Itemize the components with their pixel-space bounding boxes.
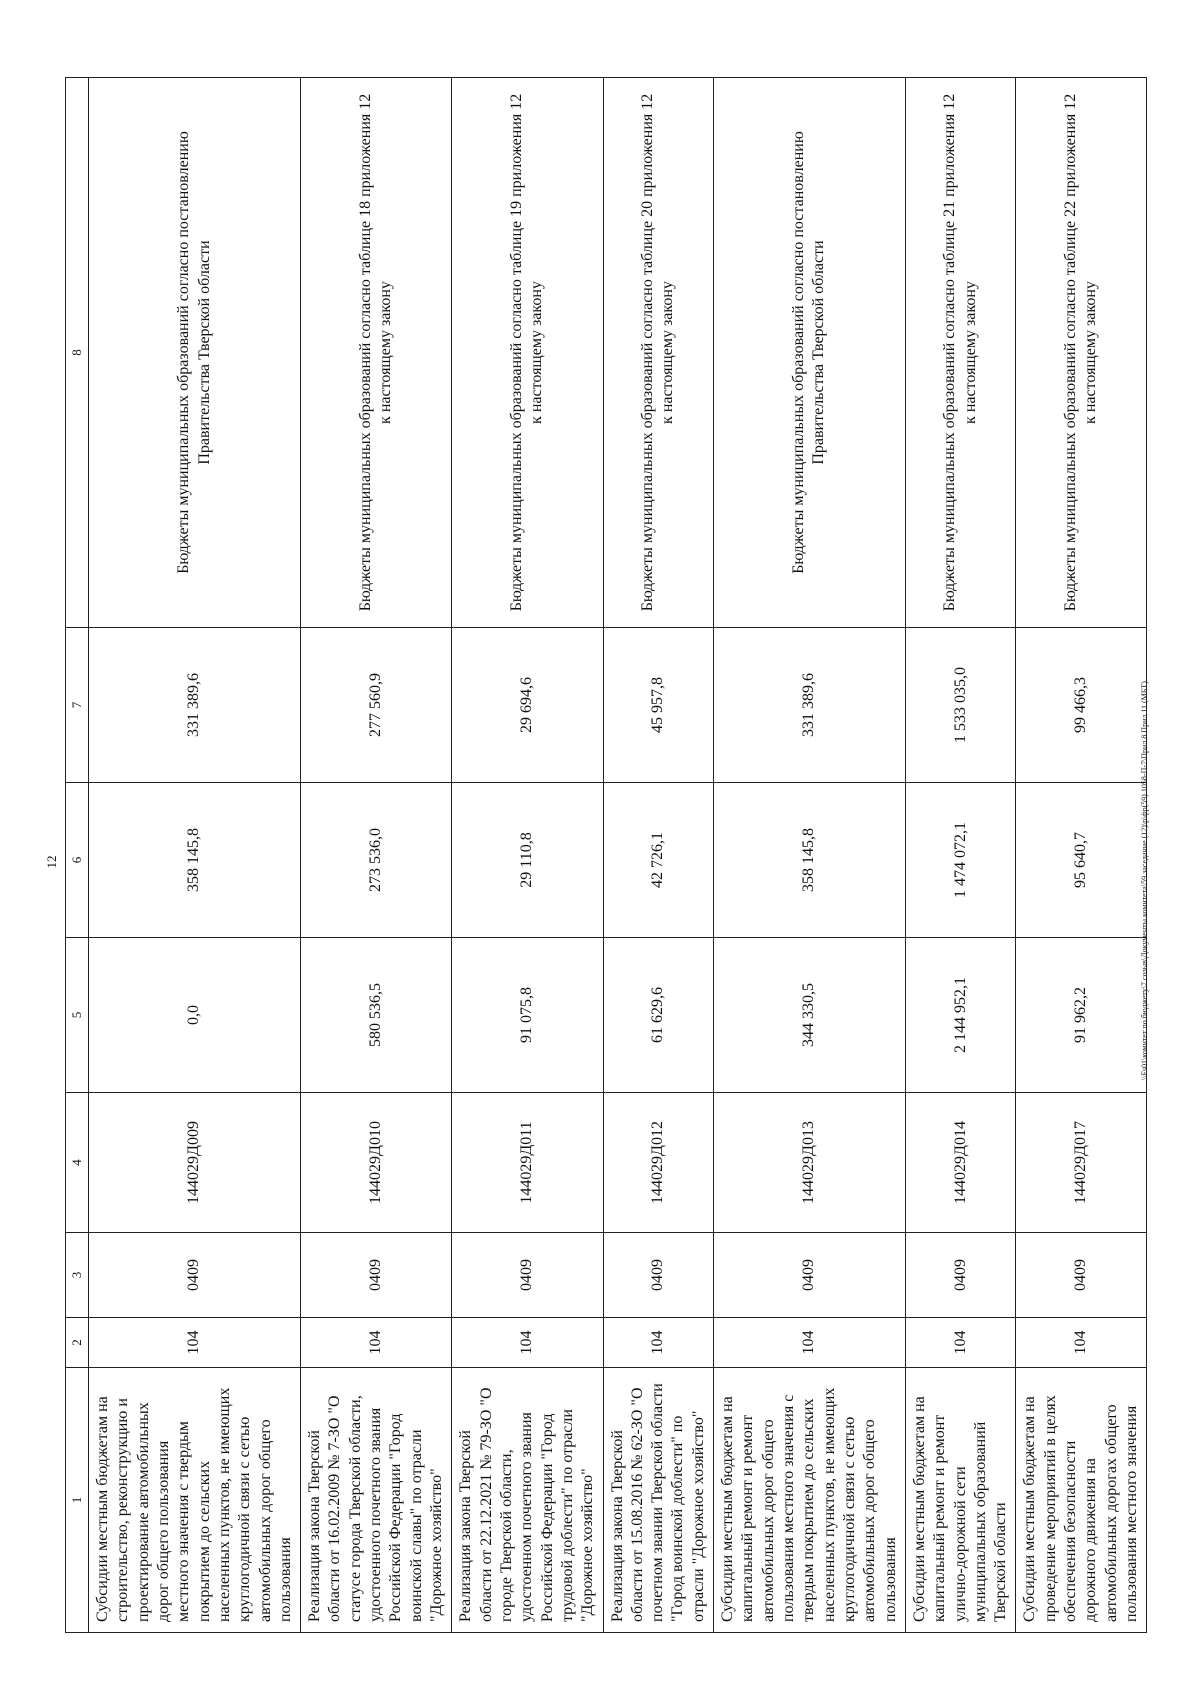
amount-col6: 358 145,8 bbox=[714, 783, 906, 938]
section-code: 0409 bbox=[714, 1233, 906, 1318]
subsidies-table bbox=[65, 77, 1147, 1633]
target-article-code: 144029Д012 bbox=[603, 1093, 714, 1233]
ministry-code: 104 bbox=[301, 1318, 452, 1368]
recipient-note: Бюджеты муниципальных образований согласно таблице 22 приложения 12 к настоящему закону bbox=[1016, 78, 1147, 628]
recipient-note: Бюджеты муниципальных образований согласно таблице 21 приложения 12 к настоящему закону bbox=[905, 78, 1016, 628]
amount-col6: 273 536,0 bbox=[301, 783, 452, 938]
row-description: Субсидии местным бюджетам на проведение мероприятий в целях обеспечения безопасности дорожного движения на автомобильных дорогах общего пользования местного значения bbox=[1016, 1368, 1147, 1633]
col-header-7: 7 bbox=[66, 628, 89, 783]
row-description: Субсидии местным бюджетам на капитальный ремонт и ремонт улично-дорожной сети муниципальных образований Тверской области bbox=[905, 1368, 1016, 1633]
col-header-2: 2 bbox=[66, 1318, 89, 1368]
col-header-5: 5 bbox=[66, 938, 89, 1093]
col-header-8: 8 bbox=[66, 78, 89, 628]
target-article-code: 144029Д011 bbox=[452, 1093, 603, 1233]
target-article-code: 144029Д017 bbox=[1016, 1093, 1147, 1233]
section-code: 0409 bbox=[603, 1233, 714, 1318]
section-code: 0409 bbox=[1016, 1233, 1147, 1318]
section-code: 0409 bbox=[301, 1233, 452, 1318]
row-description: Реализация закона Тверской области от 15.08.2016 № 62-ЗО "О почетном звании Тверской области "Город воинской доблести" по отрасли "Дорожное хозяйство" bbox=[603, 1368, 714, 1633]
ministry-code: 104 bbox=[452, 1318, 603, 1368]
amount-col7: 29 694,6 bbox=[452, 628, 603, 783]
amount-col5: 344 330,5 bbox=[714, 938, 906, 1093]
rotated-table-container bbox=[65, 78, 1140, 1633]
recipient-note: Бюджеты муниципальных образований согласно таблице 18 приложения 12 к настоящему закону bbox=[301, 78, 452, 628]
target-article-code: 144029Д009 bbox=[89, 1093, 301, 1233]
amount-col5: 0,0 bbox=[89, 938, 301, 1093]
target-article-code: 144029Д013 bbox=[714, 1093, 906, 1233]
ministry-code: 104 bbox=[1016, 1318, 1147, 1368]
amount-col7: 99 466,3 bbox=[1016, 628, 1147, 783]
col-header-4: 4 bbox=[66, 1093, 89, 1233]
recipient-note: Бюджеты муниципальных образований согласно таблице 20 приложения 12 к настоящему закону bbox=[603, 78, 714, 628]
amount-col6: 42 726,1 bbox=[603, 783, 714, 938]
row-description: Субсидии местным бюджетам на капитальный ремонт и ремонт автомобильных дорог общего пользования местного значения с твердым покрытием до сельских населенных пунктов, не имеющих круглогодичной связи с сетью автомобильных дорог общего пользования bbox=[714, 1368, 906, 1633]
col-header-1: 1 bbox=[66, 1368, 89, 1633]
row-description: Реализация закона Тверской области от 22.12.2021 № 79-ЗО "О городе Тверской области, удостоенном почетного звания Российской Федерации "Город трудовой доблести" по отрасли "Дорожное хозяйство" bbox=[452, 1368, 603, 1633]
amount-col6: 358 145,8 bbox=[89, 783, 301, 938]
recipient-note: Бюджеты муниципальных образований согласно постановлению Правительства Тверской области bbox=[714, 78, 906, 628]
amount-col7: 1 533 035,0 bbox=[905, 628, 1016, 783]
table-row bbox=[89, 78, 301, 1633]
table-row bbox=[1016, 78, 1147, 1633]
amount-col7: 331 389,6 bbox=[714, 628, 906, 783]
table-row bbox=[452, 78, 603, 1633]
amount-col5: 580 536,5 bbox=[301, 938, 452, 1093]
amount-col5: 91 075,8 bbox=[452, 938, 603, 1093]
file-path-footer: \\Fs01\комитет по бюджету\7 созыв\Документы комитета\59 заседание (12)\р\фр(59) 1058-П-7\Прил 8 Прил 11 (МБТ) bbox=[1140, 681, 1149, 1080]
col-header-6: 6 bbox=[66, 783, 89, 938]
amount-col6: 1 474 072,1 bbox=[905, 783, 1016, 938]
amount-col7: 277 560,9 bbox=[301, 628, 452, 783]
recipient-note: Бюджеты муниципальных образований согласно постановлению Правительства Тверской области bbox=[89, 78, 301, 628]
table-row bbox=[905, 78, 1016, 1633]
amount-col5: 61 629,6 bbox=[603, 938, 714, 1093]
row-description: Реализация закона Тверской области от 16.02.2009 № 7-ЗО "О статусе города Тверской области, удостоенного почетного звания Российской Федерации "Город воинской славы" по отрасли "Дорожное хозяйство" bbox=[301, 1368, 452, 1633]
amount-col7: 45 957,8 bbox=[603, 628, 714, 783]
section-code: 0409 bbox=[452, 1233, 603, 1318]
amount-col6: 29 110,8 bbox=[452, 783, 603, 938]
ministry-code: 104 bbox=[89, 1318, 301, 1368]
table-row bbox=[301, 78, 452, 1633]
section-code: 0409 bbox=[905, 1233, 1016, 1318]
header-row bbox=[66, 78, 89, 1633]
ministry-code: 104 bbox=[603, 1318, 714, 1368]
amount-col7: 331 389,6 bbox=[89, 628, 301, 783]
ministry-code: 104 bbox=[714, 1318, 906, 1368]
page-number: 12 bbox=[44, 855, 59, 869]
target-article-code: 144029Д010 bbox=[301, 1093, 452, 1233]
ministry-code: 104 bbox=[905, 1318, 1016, 1368]
row-description: Субсидии местным бюджетам на строительство, реконструкцию и проектирование автомобильных дорог общего пользования местного значения с твердым покрытием до сельских населенных пунктов, не имеющих круглогодичной связи с сетью автомобильных дорог общего пользования bbox=[89, 1368, 301, 1633]
recipient-note: Бюджеты муниципальных образований согласно таблице 19 приложения 12 к настоящему закону bbox=[452, 78, 603, 628]
target-article-code: 144029Д014 bbox=[905, 1093, 1016, 1233]
col-header-3: 3 bbox=[66, 1233, 89, 1318]
table-row bbox=[714, 78, 906, 1633]
amount-col5: 91 962,2 bbox=[1016, 938, 1147, 1093]
amount-col6: 95 640,7 bbox=[1016, 783, 1147, 938]
amount-col5: 2 144 952,1 bbox=[905, 938, 1016, 1093]
table-row bbox=[603, 78, 714, 1633]
section-code: 0409 bbox=[89, 1233, 301, 1318]
